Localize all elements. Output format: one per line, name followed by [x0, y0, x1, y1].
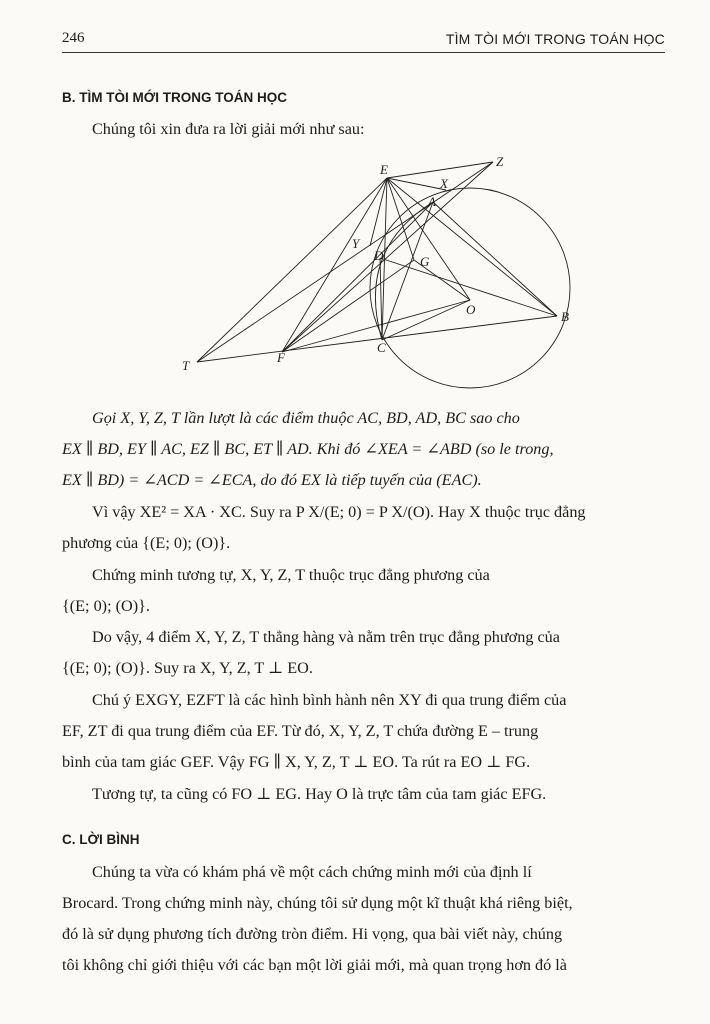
p2-line-1: Vì vậy XE² = XA · XC. Suy ra P X/(E; 0) = P X/(O). Hay X thuộc trục đẳng	[92, 503, 586, 521]
p3-line-2: {(E; 0); (O)}.	[62, 597, 150, 615]
p4-line-2: {(E; 0); (O)}. Suy ra X, Y, Z, T ⊥ EO.	[62, 659, 313, 677]
p3-line-1: Chứng minh tương tự, X, Y, Z, T thuộc trục đẳng phương của	[92, 566, 490, 584]
seg-TB	[197, 316, 557, 362]
running-title: TÌM TÒI MỚI TRONG TOÁN HỌC	[445, 31, 665, 47]
geometry-figure	[180, 148, 590, 398]
p5-line-3: bình của tam giác GEF. Vậy FG ∥ X, Y, Z, T ⊥ EO. Ta rút ra EO ⊥ FG.	[62, 753, 531, 771]
p2-line-2: phương của {(E; 0); (O)}.	[62, 534, 231, 552]
label-G: G	[420, 254, 430, 269]
section-c-paragraph	[62, 857, 668, 981]
seg-ZT	[197, 162, 493, 362]
section-c-title: C. LỜI BÌNH	[62, 832, 140, 847]
label-X: X	[440, 176, 448, 191]
c-line-3: đó là sử dụng phương tích đường tròn điểm. Hi vọng, qua bài viết này, chúng	[62, 925, 563, 943]
seg-AF	[282, 202, 433, 352]
paragraph-3	[62, 560, 668, 622]
label-B: B	[561, 309, 569, 324]
seg-EB	[387, 178, 557, 316]
paragraph-4	[62, 622, 668, 684]
label-F: F	[277, 350, 285, 365]
page-header	[62, 26, 665, 53]
paragraph-1	[62, 403, 668, 496]
seg-ZF	[282, 162, 493, 352]
p6-line-1: Tương tự, ta cũng có FO ⊥ EG. Hay O là trực tâm của tam giác EFG.	[92, 785, 547, 803]
label-A: A	[428, 194, 436, 209]
p4-line-1: Do vậy, 4 điểm X, Y, Z, T thẳng hàng và nằm trên trục đẳng phương của	[92, 628, 560, 646]
paragraph-5	[62, 685, 668, 778]
c-line-2: Brocard. Trong chứng minh này, chúng tôi sử dụng một kĩ thuật khá riêng biệt,	[62, 894, 573, 912]
label-Y: Y	[352, 236, 360, 251]
label-Z: Z	[496, 154, 504, 169]
p1-line-1: Gọi X, Y, Z, T lần lượt là các điểm thuộc AC, BD, AD, BC sao cho	[92, 409, 520, 427]
label-E: E	[380, 162, 388, 177]
p1-line-2: EX ∥ BD, EY ∥ AC, EZ ∥ BC, ET ∥ AD. Khi đó ∠XEA = ∠ABD (so le trong,	[62, 440, 554, 458]
intro-paragraph	[62, 114, 668, 145]
label-O: O	[466, 302, 476, 317]
label-D: D	[374, 248, 384, 263]
p5-line-1: Chú ý EXGY, EZFT là các hình bình hành nên XY đi qua trung điểm của	[92, 691, 567, 709]
intro-text: Chúng tôi xin đưa ra lời giải mới như sau:	[92, 120, 365, 138]
paragraph-2	[62, 497, 668, 559]
seg-DC	[380, 258, 382, 340]
seg-AB	[433, 202, 557, 316]
paragraph-6	[62, 779, 668, 810]
seg-CO	[382, 300, 470, 340]
section-b-title: B. TÌM TÒI MỚI TRONG TOÁN HỌC	[62, 90, 288, 105]
label-T: T	[182, 358, 190, 373]
seg-AC	[382, 202, 433, 340]
c-line-1: Chúng ta vừa có khám phá về một cách chứng minh mới của định lí	[92, 863, 532, 881]
page-number: 246	[62, 30, 85, 46]
p5-line-2: EF, ZT đi qua trung điểm của EF. Từ đó, X, Y, Z, T chứa đường E – trung	[62, 722, 539, 740]
p1-line-3: EX ∥ BD) = ∠ACD = ∠ECA, do đó EX là tiếp tuyến của (EAC).	[62, 471, 482, 489]
c-line-4: tôi không chỉ giới thiệu với các bạn một lời giải mới, mà quan trọng hơn đó là	[62, 956, 567, 974]
label-C: C	[377, 340, 386, 355]
seg-ET	[197, 178, 387, 362]
seg-EX	[387, 178, 446, 190]
